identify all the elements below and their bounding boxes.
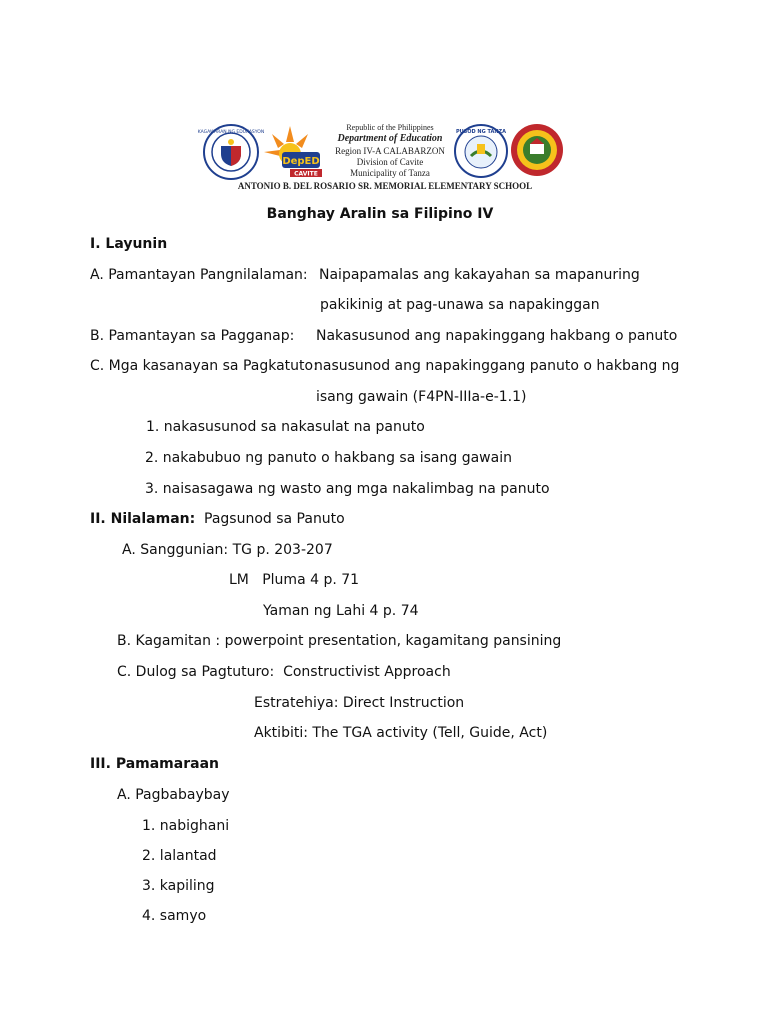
division-label: Division of Cavite	[356, 157, 424, 167]
objective-item: 1. nakasusunod sa nakasulat na panuto	[146, 419, 425, 435]
kagamitan-line: B. Kagamitan : powerpoint presentation, kagamitang pansining	[117, 633, 562, 649]
spelling-word: 2. lalantad	[142, 848, 217, 864]
deped-seal-logo	[197, 124, 265, 180]
page-title: Banghay Aralin sa Filipino IV	[266, 206, 494, 222]
yaman-ng-lahi-line: Yaman ng Lahi 4 p. 74	[263, 603, 419, 619]
pamantayan-pagganap-label: B. Pamantayan sa Pagganap:	[90, 328, 295, 344]
kasanayan-text-cont: isang gawain (F4PN-IIIa-e-1.1)	[316, 389, 527, 405]
spelling-word: 4. samyo	[142, 908, 207, 924]
svg-text:PUSOD NG TANZA: PUSOD NG TANZA	[455, 129, 507, 135]
deped-cavite-logo	[260, 124, 326, 180]
sanggunian-line: A. Sanggunian: TG p. 203-207	[122, 542, 333, 558]
region-label: Region IV-A CALABARZON	[335, 146, 445, 156]
spelling-word: 1. nabighani	[142, 818, 230, 834]
aktibiti-line: Aktibiti: The TGA activity (Tell, Guide, Act)	[254, 725, 548, 741]
school-seal-logo	[510, 122, 564, 178]
kasanayan-label: C. Mga kasanayan sa Pagkatuto:	[90, 358, 318, 374]
objective-item: 3. naisasagawa ng wasto ang mga nakalimbag na panuto	[145, 481, 550, 497]
section-heading-pamamaraan: III. Pamamaraan	[90, 756, 219, 772]
pamantayan-pangnilalaman-text: Naipapamalas ang kakayahan sa mapanuring	[319, 267, 640, 283]
pamantayan-pangnilalaman-label: A. Pamantayan Pangnilalaman:	[90, 267, 308, 283]
estratehiya-line: Estratehiya: Direct Instruction	[254, 695, 465, 711]
nilalaman-topic: Pagsunod sa Panuto	[204, 511, 345, 527]
svg-text:CAVITE: CAVITE	[294, 170, 318, 178]
objective-item: 2. nakabubuo ng panuto o hakbang sa isang gawain	[145, 450, 512, 466]
section-heading-layunin: I. Layunin	[90, 236, 168, 252]
section-heading-nilalaman: II. Nilalaman:	[90, 511, 196, 527]
pagbabaybay-line: A. Pagbabaybay	[117, 787, 230, 803]
municipality-label: Municipality of Tanza	[350, 168, 430, 178]
pamantayan-pagganap-text: Nakasusunod ang napakinggang hakbang o panuto	[316, 328, 678, 344]
svg-text:KAGAWARAN NG EDUKASYON: KAGAWARAN NG EDUKASYON	[197, 130, 265, 135]
pamantayan-pangnilalaman-text-cont: pakikinig at pag-unawa sa napakinggan	[320, 297, 600, 313]
dulog-line: C. Dulog sa Pagtuturo: Constructivist Approach	[117, 664, 451, 680]
pusod-ng-tanza-logo	[454, 124, 508, 178]
department-label: Department of Education	[337, 133, 443, 144]
spelling-word: 3. kapiling	[142, 878, 215, 894]
kasanayan-text: nasusunod ang napakinggang panuto o hakbang ng	[314, 358, 680, 374]
school-name: ANTONIO B. DEL ROSARIO SR. MEMORIAL ELEMENTARY SCHOOL	[237, 181, 533, 191]
lm-line: LM Pluma 4 p. 71	[229, 572, 360, 588]
republic-label: Republic of the Philippines	[346, 123, 434, 132]
svg-text:DepED: DepED	[282, 156, 320, 167]
